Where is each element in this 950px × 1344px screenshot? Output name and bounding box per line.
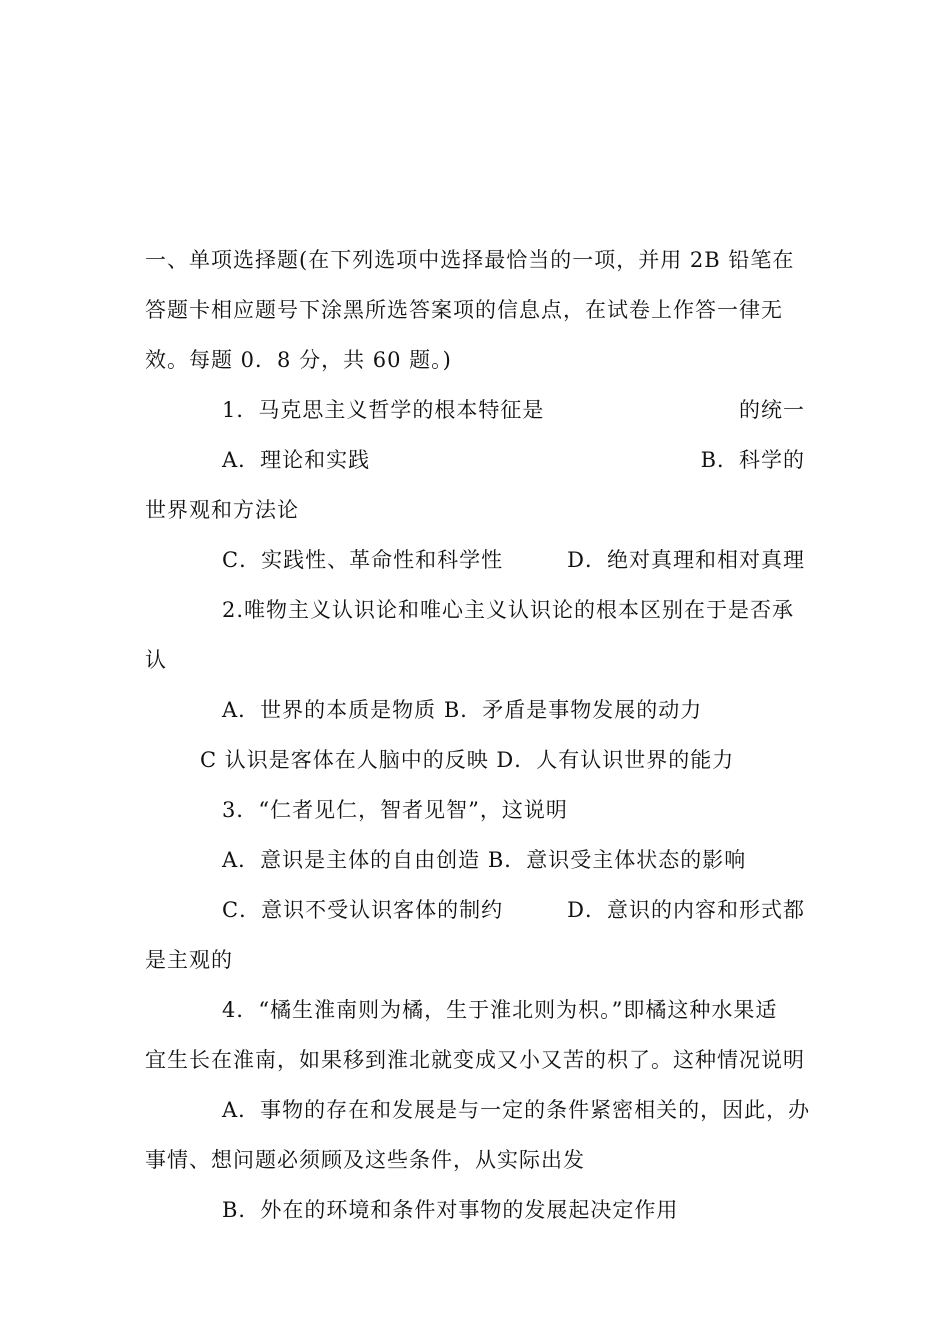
- section-heading-line-3: 效。每题 0．8 分，共 60 题。): [145, 348, 452, 372]
- question-4-stem: 4．“橘生淮南则为橘，生于淮北则为枳。”即橘这种水果适: [222, 998, 778, 1022]
- question-3-options-ab: A．意识是主体的自由创造 B．意识受主体状态的影响: [222, 848, 747, 872]
- question-1-option-d: D．绝对真理和相对真理: [567, 548, 805, 572]
- question-2-stem-cont: 认: [145, 648, 167, 672]
- question-2-options-cd: C 认识是客体在人脑中的反映 D．人有认识世界的能力: [200, 748, 735, 772]
- question-1-option-a: A．理论和实践: [222, 448, 371, 472]
- question-3-option-d: D．意识的内容和形式都: [567, 898, 805, 922]
- question-1-stem-end: 的统一: [739, 398, 805, 422]
- question-1-option-b: B．科学的: [700, 448, 805, 472]
- question-2-stem: 2.唯物主义认识论和唯心主义认识论的根本区别在于是否承: [222, 598, 795, 622]
- question-4-stem-cont: 宜生长在淮南，如果移到淮北就变成又小又苦的枳了。这种情况说明: [145, 1048, 805, 1072]
- question-3-option-d-cont: 是主观的: [145, 948, 233, 972]
- question-2-options-ab: A．世界的本质是物质 B．矛盾是事物发展的动力: [222, 698, 703, 722]
- question-1-option-b-cont: 世界观和方法论: [145, 498, 299, 522]
- question-4-option-b: B．外在的环境和条件对事物的发展起决定作用: [222, 1198, 679, 1222]
- question-4-option-a: A．事物的存在和发展是与一定的条件紧密相关的，因此，办: [222, 1098, 811, 1122]
- question-3-option-c: C．意识不受认识客体的制约: [222, 898, 504, 922]
- question-1-stem: 1．马克思主义哲学的根本特征是: [222, 398, 545, 422]
- question-4-option-a-cont: 事情、想问题必须顾及这些条件，从实际出发: [145, 1148, 585, 1172]
- section-heading-line-1: 一、单项选择题(在下列选项中选择最恰当的一项，并用 2B 铅笔在: [145, 248, 795, 272]
- section-heading-line-2: 答题卡相应题号下涂黑所选答案项的信息点，在试卷上作答一律无: [145, 298, 783, 322]
- question-1-option-c: C．实践性、革命性和科学性: [222, 548, 504, 572]
- question-3-stem: 3．“仁者见仁，智者见智”，这说明: [222, 798, 568, 822]
